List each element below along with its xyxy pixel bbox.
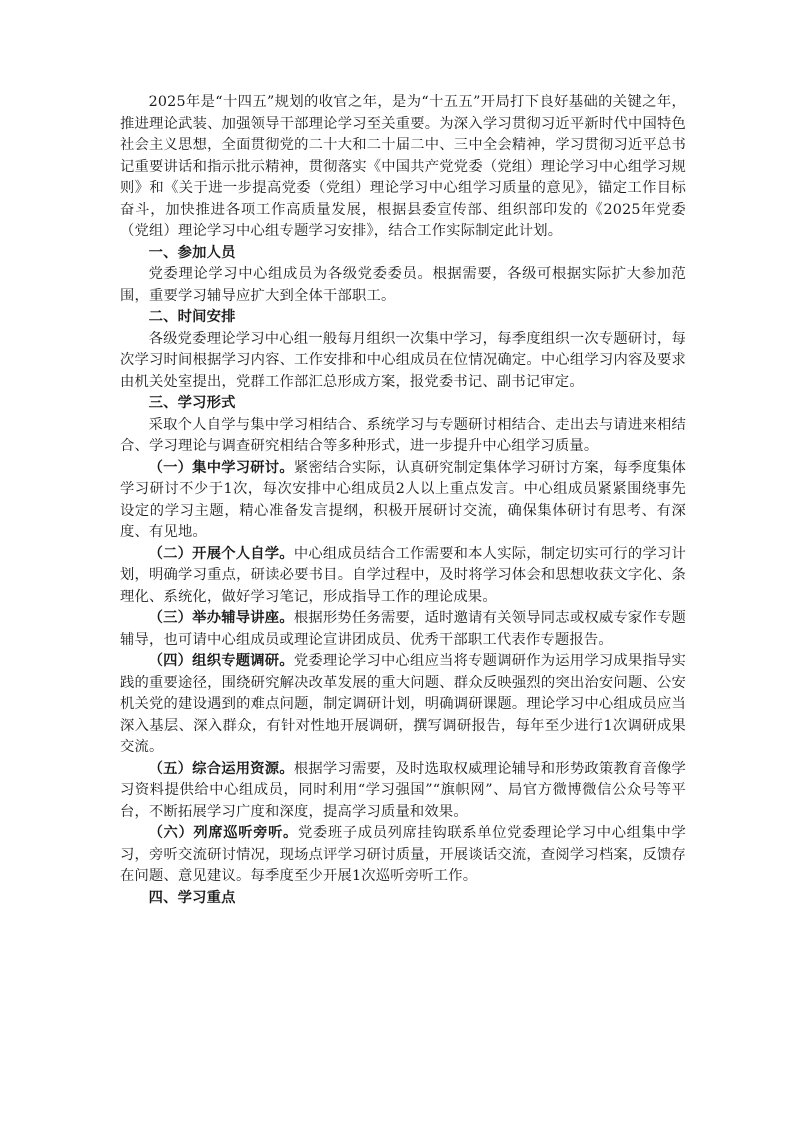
forms-item-text: 党委理论学习中心组应当将专题调研作为运用学习成果指导实践的重要途径，围绕研究解决改革发展的重大问题、群众反映强烈的突出治安问题、公安机关党的建设遇到的难点问题，制定调研计划，明确调研课题。理论学习中心组成员应当深入基层、深入群众，有针对性地开展调研，撰写调研报告，每年至少进行1次调研成果交流。	[120, 653, 686, 755]
forms-item-title: （五）综合运用资源。	[148, 760, 294, 777]
section-heading-schedule: 二、时间安排	[148, 309, 236, 325]
forms-paragraph: 采取个人自学与集中学习相结合、系统学习与专题研讨相结合、走出去与请进来相结合、学习理论与调查研究相结合等多种形式，进一步提升中心组学习质量。	[120, 416, 686, 454]
forms-item-text: 根据学习需要，及时选取权威理论辅导和形势政策教育音像学习资料提供给中心组成员，同时利用“学习强国”“旗帜网”、局官方微博微信公众号等平台，不断拓展学习广度和深度，提高学习质量和效果。	[120, 760, 686, 820]
section-heading-focus: 四、学习重点	[148, 889, 236, 906]
schedule-paragraph: 各级党委理论学习中心组一般每月组织一次集中学习，每季度组织一次专题研讨，每次学习时间根据学习内容、工作安排和中心组成员在位情况确定。中心组学习内容及要求由机关处室提出，党群工作部汇总形成方案，报党委书记、副书记审定。	[120, 330, 686, 390]
forms-item-observation	[120, 823, 686, 888]
forms-item-title: （一）集中学习研讨。	[148, 459, 294, 476]
document-page	[120, 92, 686, 909]
participants-paragraph: 党委理论学习中心组成员为各级党委委员。根据需要，各级可根据实际扩大参加范围，重要学习辅导应扩大到全体干部职工。	[120, 266, 686, 304]
forms-item-title: （三）举办辅导讲座。	[148, 610, 294, 626]
forms-item-self-study	[120, 544, 686, 609]
forms-item-title: （四）组织专题调研。	[148, 653, 294, 669]
forms-item-lectures	[120, 608, 686, 651]
forms-item-text: 紧密结合实际，认真研究制定集体学习研讨方案，每季度集体学习研讨不少于1次，每次安排中心组成员2人以上重点发言。中心组成员紧紧围绕事先设定的学习主题，精心准备发言提纲，积极开展研讨交流，确保集体研讨有思考、有深度、有见地。	[120, 459, 686, 540]
forms-item-collective-study	[120, 458, 686, 544]
forms-item-text: 中心组成员结合工作需要和本人实际，制定切实可行的学习计划，明确学习重点，研读必要书目。自学过程中，及时将学习体会和思想收获文字化、条理化、系统化，做好学习笔记，形成指导工作的理论成果。	[120, 545, 686, 605]
forms-item-research	[120, 651, 686, 759]
forms-item-text: 根据形势任务需要，适时邀请有关领导同志或权威专家作专题辅导，也可请中心组成员或理论宣讲团成员、优秀干部职工代表作专题报告。	[120, 610, 686, 648]
forms-item-title: （二）开展个人自学。	[148, 545, 294, 562]
forms-item-title: （六）列席巡听旁听。	[148, 825, 298, 841]
forms-item-resources	[120, 759, 686, 824]
intro-paragraph: 2025年是“十四五”规划的收官之年，是为“十五五”开局打下良好基础的关键之年，推进理论武装、加强领导干部理论学习至关重要。为深入学习贯彻习近平新时代中国特色社会主义思想，全面贯彻党的二十大和二十届二中、三中全会精神，学习贯彻习近平总书记重要讲话和指示批示精神，贯彻落实《中国共产党党委（党组）理论学习中心组学习规则》和《关于进一步提高党委（党组）理论学习中心组学习质量的意见》，锚定工作目标奋斗，加快推进各项工作高质量发展，根据县委宣传部、组织部印发的《2025年党委（党组）理论学习中心组专题学习安排》，结合工作实际制定此计划。	[120, 94, 686, 239]
forms-item-text: 党委班子成员列席挂钩联系单位党委理论学习中心组集中学习，旁听交流研讨情况，现场点评学习研讨质量，开展谈话交流，查阅学习档案，反馈存在问题、意见建议。每季度至少开展1次巡听旁听工作。	[120, 825, 686, 884]
section-heading-forms: 三、学习形式	[148, 395, 236, 411]
section-heading-participants: 一、参加人员	[148, 244, 236, 261]
